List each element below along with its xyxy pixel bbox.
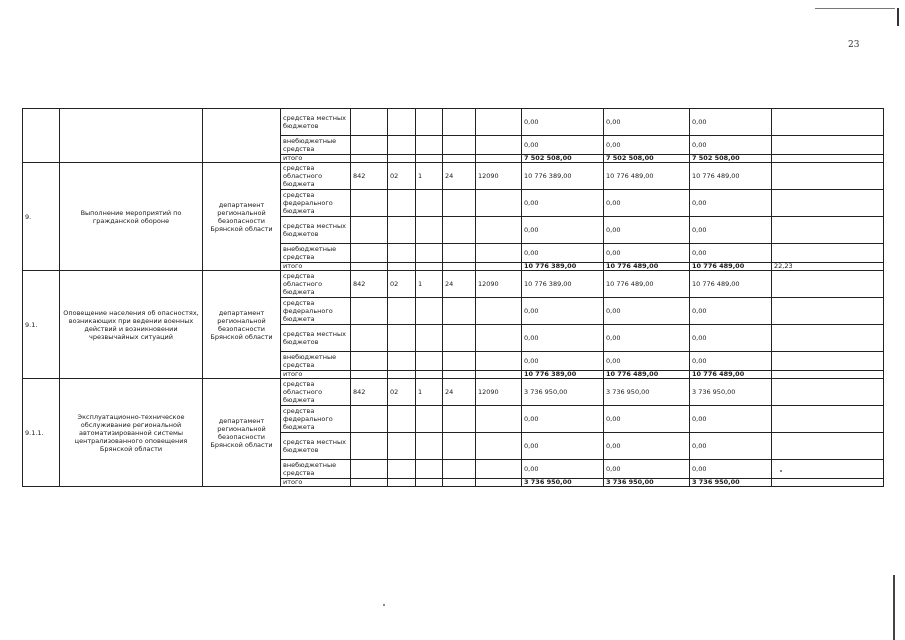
subsection-code [416, 155, 443, 163]
amount-year-3: 10 776 489,00 [690, 163, 772, 190]
amount-year-1: 0,00 [522, 460, 604, 479]
amount-year-1: 0,00 [522, 217, 604, 244]
subsection-code: 1 [416, 163, 443, 190]
indicator-value [772, 244, 884, 263]
amount-year-3: 10 776 489,00 [690, 371, 772, 379]
amount-year-2: 10 776 489,00 [604, 371, 690, 379]
amount-year-3: 7 502 508,00 [690, 155, 772, 163]
section-code [388, 136, 416, 155]
target-code-1 [443, 371, 476, 379]
funding-source: внебюджетные средства [281, 136, 351, 155]
item-executor [203, 109, 281, 163]
target-code-1 [443, 479, 476, 487]
target-code-1 [443, 460, 476, 479]
grbs-code: 842 [351, 379, 388, 406]
amount-year-3: 0,00 [690, 136, 772, 155]
amount-year-3: 10 776 489,00 [690, 263, 772, 271]
grbs-code [351, 325, 388, 352]
section-code [388, 244, 416, 263]
table-row [23, 379, 884, 406]
item-executor: департамент региональной безопасности Брянской области [203, 271, 281, 379]
target-code-2 [476, 479, 522, 487]
target-code-1 [443, 352, 476, 371]
section-code [388, 460, 416, 479]
table-row [23, 271, 884, 298]
funding-source: средства федерального бюджета [281, 406, 351, 433]
target-code-1 [443, 109, 476, 136]
funding-source: средства местных бюджетов [281, 433, 351, 460]
indicator-value [772, 460, 884, 479]
section-code [388, 479, 416, 487]
amount-year-3: 0,00 [690, 460, 772, 479]
amount-year-1: 0,00 [522, 190, 604, 217]
item-name: Эксплуатационно-техническое обслуживание региональной автоматизированной системы централизованного оповещения Брянской области [60, 379, 203, 487]
target-code-1 [443, 433, 476, 460]
amount-year-2: 0,00 [604, 217, 690, 244]
indicator-value [772, 163, 884, 190]
indicator-value [772, 109, 884, 136]
indicator-value [772, 479, 884, 487]
amount-year-3: 0,00 [690, 109, 772, 136]
funding-source: средства местных бюджетов [281, 109, 351, 136]
funding-source: средства местных бюджетов [281, 325, 351, 352]
funding-source: средства областного бюджета [281, 379, 351, 406]
amount-year-1: 10 776 389,00 [522, 371, 604, 379]
target-code-2 [476, 298, 522, 325]
grbs-code [351, 433, 388, 460]
target-code-2 [476, 325, 522, 352]
funding-source: средства федерального бюджета [281, 298, 351, 325]
subsection-code [416, 433, 443, 460]
subsection-code: 1 [416, 379, 443, 406]
subsection-code [416, 371, 443, 379]
scan-speck [383, 604, 385, 606]
section-code [388, 109, 416, 136]
grbs-code [351, 136, 388, 155]
funding-source: итого [281, 479, 351, 487]
indicator-value [772, 217, 884, 244]
item-name: Оповещение населения об опасностях, возникающих при ведении военных действий и возникновении чрезвычайных ситуаций [60, 271, 203, 379]
amount-year-2: 0,00 [604, 298, 690, 325]
subsection-code [416, 109, 443, 136]
section-code [388, 406, 416, 433]
target-code-2: 12090 [476, 271, 522, 298]
amount-year-1: 0,00 [522, 325, 604, 352]
subsection-code [416, 263, 443, 271]
subsection-code [416, 136, 443, 155]
amount-year-2: 0,00 [604, 433, 690, 460]
amount-year-2: 0,00 [604, 352, 690, 371]
indicator-value [772, 325, 884, 352]
section-code [388, 217, 416, 244]
funding-source: средства областного бюджета [281, 163, 351, 190]
grbs-code [351, 244, 388, 263]
amount-year-3: 0,00 [690, 352, 772, 371]
grbs-code [351, 263, 388, 271]
amount-year-2: 3 736 950,00 [604, 379, 690, 406]
amount-year-3: 0,00 [690, 190, 772, 217]
section-code [388, 190, 416, 217]
amount-year-3: 10 776 489,00 [690, 271, 772, 298]
target-code-2: 12090 [476, 379, 522, 406]
target-code-1 [443, 190, 476, 217]
target-code-2 [476, 155, 522, 163]
subsection-code [416, 190, 443, 217]
amount-year-3: 0,00 [690, 325, 772, 352]
funding-source: средства федерального бюджета [281, 190, 351, 217]
item-number: 9.1.1. [23, 379, 60, 487]
item-number: 9. [23, 163, 60, 271]
target-code-1 [443, 263, 476, 271]
amount-year-1: 10 776 389,00 [522, 263, 604, 271]
target-code-2 [476, 406, 522, 433]
indicator-value [772, 155, 884, 163]
amount-year-2: 0,00 [604, 190, 690, 217]
item-executor: департамент региональной безопасности Брянской области [203, 379, 281, 487]
amount-year-1: 3 736 950,00 [522, 479, 604, 487]
amount-year-2: 3 736 950,00 [604, 479, 690, 487]
amount-year-1: 10 776 389,00 [522, 271, 604, 298]
amount-year-1: 0,00 [522, 406, 604, 433]
section-code: 02 [388, 379, 416, 406]
amount-year-3: 0,00 [690, 217, 772, 244]
subsection-code [416, 352, 443, 371]
section-code [388, 298, 416, 325]
subsection-code [416, 460, 443, 479]
subsection-code [416, 217, 443, 244]
subsection-code [416, 406, 443, 433]
scan-corner-mark [897, 8, 899, 26]
indicator-value [772, 433, 884, 460]
amount-year-3: 0,00 [690, 406, 772, 433]
target-code-2 [476, 371, 522, 379]
grbs-code [351, 190, 388, 217]
amount-year-2: 0,00 [604, 325, 690, 352]
indicator-value [772, 352, 884, 371]
funding-source: средства областного бюджета [281, 271, 351, 298]
funding-source: средства местных бюджетов [281, 217, 351, 244]
section-code: 02 [388, 271, 416, 298]
target-code-1 [443, 217, 476, 244]
indicator-value [772, 190, 884, 217]
subsection-code: 1 [416, 271, 443, 298]
amount-year-2: 0,00 [604, 136, 690, 155]
target-code-2 [476, 263, 522, 271]
section-code [388, 371, 416, 379]
funding-source: внебюджетные средства [281, 244, 351, 263]
subsection-code [416, 325, 443, 352]
section-code [388, 325, 416, 352]
target-code-1: 24 [443, 163, 476, 190]
budget-table [22, 108, 884, 487]
amount-year-1: 0,00 [522, 244, 604, 263]
item-name: Выполнение мероприятий по гражданской обороне [60, 163, 203, 271]
grbs-code [351, 371, 388, 379]
section-code [388, 263, 416, 271]
grbs-code [351, 406, 388, 433]
table-row [23, 109, 884, 136]
grbs-code [351, 109, 388, 136]
amount-year-2: 7 502 508,00 [604, 155, 690, 163]
item-name [60, 109, 203, 163]
amount-year-1: 10 776 389,00 [522, 163, 604, 190]
section-code [388, 155, 416, 163]
section-code [388, 352, 416, 371]
item-executor: департамент региональной безопасности Брянской области [203, 163, 281, 271]
amount-year-3: 0,00 [690, 298, 772, 325]
amount-year-1: 0,00 [522, 109, 604, 136]
subsection-code [416, 479, 443, 487]
target-code-2 [476, 190, 522, 217]
amount-year-2: 0,00 [604, 406, 690, 433]
scan-top-rule [815, 8, 895, 9]
target-code-2 [476, 460, 522, 479]
grbs-code [351, 298, 388, 325]
amount-year-2: 10 776 489,00 [604, 263, 690, 271]
target-code-1 [443, 406, 476, 433]
amount-year-2: 10 776 489,00 [604, 163, 690, 190]
amount-year-1: 0,00 [522, 352, 604, 371]
indicator-value [772, 298, 884, 325]
funding-source: внебюджетные средства [281, 460, 351, 479]
scan-edge-mark [893, 575, 895, 640]
table-body [23, 109, 884, 487]
grbs-code: 842 [351, 271, 388, 298]
amount-year-2: 0,00 [604, 244, 690, 263]
amount-year-1: 7 502 508,00 [522, 155, 604, 163]
amount-year-3: 0,00 [690, 433, 772, 460]
page-number: 23 [848, 40, 860, 50]
target-code-1 [443, 325, 476, 352]
amount-year-1: 0,00 [522, 136, 604, 155]
grbs-code [351, 155, 388, 163]
target-code-2 [476, 136, 522, 155]
grbs-code: 842 [351, 163, 388, 190]
target-code-2 [476, 109, 522, 136]
target-code-2 [476, 352, 522, 371]
item-number [23, 109, 60, 163]
target-code-1 [443, 136, 476, 155]
amount-year-1: 3 736 950,00 [522, 379, 604, 406]
subsection-code [416, 244, 443, 263]
amount-year-2: 10 776 489,00 [604, 271, 690, 298]
indicator-value [772, 271, 884, 298]
funding-source: внебюджетные средства [281, 352, 351, 371]
grbs-code [351, 460, 388, 479]
indicator-value [772, 406, 884, 433]
target-code-2: 12090 [476, 163, 522, 190]
amount-year-3: 3 736 950,00 [690, 379, 772, 406]
indicator-value [772, 379, 884, 406]
indicator-value [772, 371, 884, 379]
indicator-value [772, 136, 884, 155]
grbs-code [351, 352, 388, 371]
amount-year-2: 0,00 [604, 109, 690, 136]
amount-year-1: 0,00 [522, 433, 604, 460]
indicator-value: 22,23 [772, 263, 884, 271]
amount-year-3: 0,00 [690, 244, 772, 263]
funding-source: итого [281, 155, 351, 163]
section-code [388, 433, 416, 460]
target-code-1 [443, 244, 476, 263]
grbs-code [351, 479, 388, 487]
funding-source: итого [281, 371, 351, 379]
table-row [23, 163, 884, 190]
target-code-1 [443, 298, 476, 325]
target-code-1: 24 [443, 379, 476, 406]
target-code-1 [443, 155, 476, 163]
section-code: 02 [388, 163, 416, 190]
target-code-2 [476, 244, 522, 263]
target-code-2 [476, 217, 522, 244]
subsection-code [416, 298, 443, 325]
amount-year-1: 0,00 [522, 298, 604, 325]
amount-year-3: 3 736 950,00 [690, 479, 772, 487]
amount-year-2: 0,00 [604, 460, 690, 479]
target-code-2 [476, 433, 522, 460]
funding-source: итого [281, 263, 351, 271]
item-number: 9.1. [23, 271, 60, 379]
target-code-1: 24 [443, 271, 476, 298]
grbs-code [351, 217, 388, 244]
